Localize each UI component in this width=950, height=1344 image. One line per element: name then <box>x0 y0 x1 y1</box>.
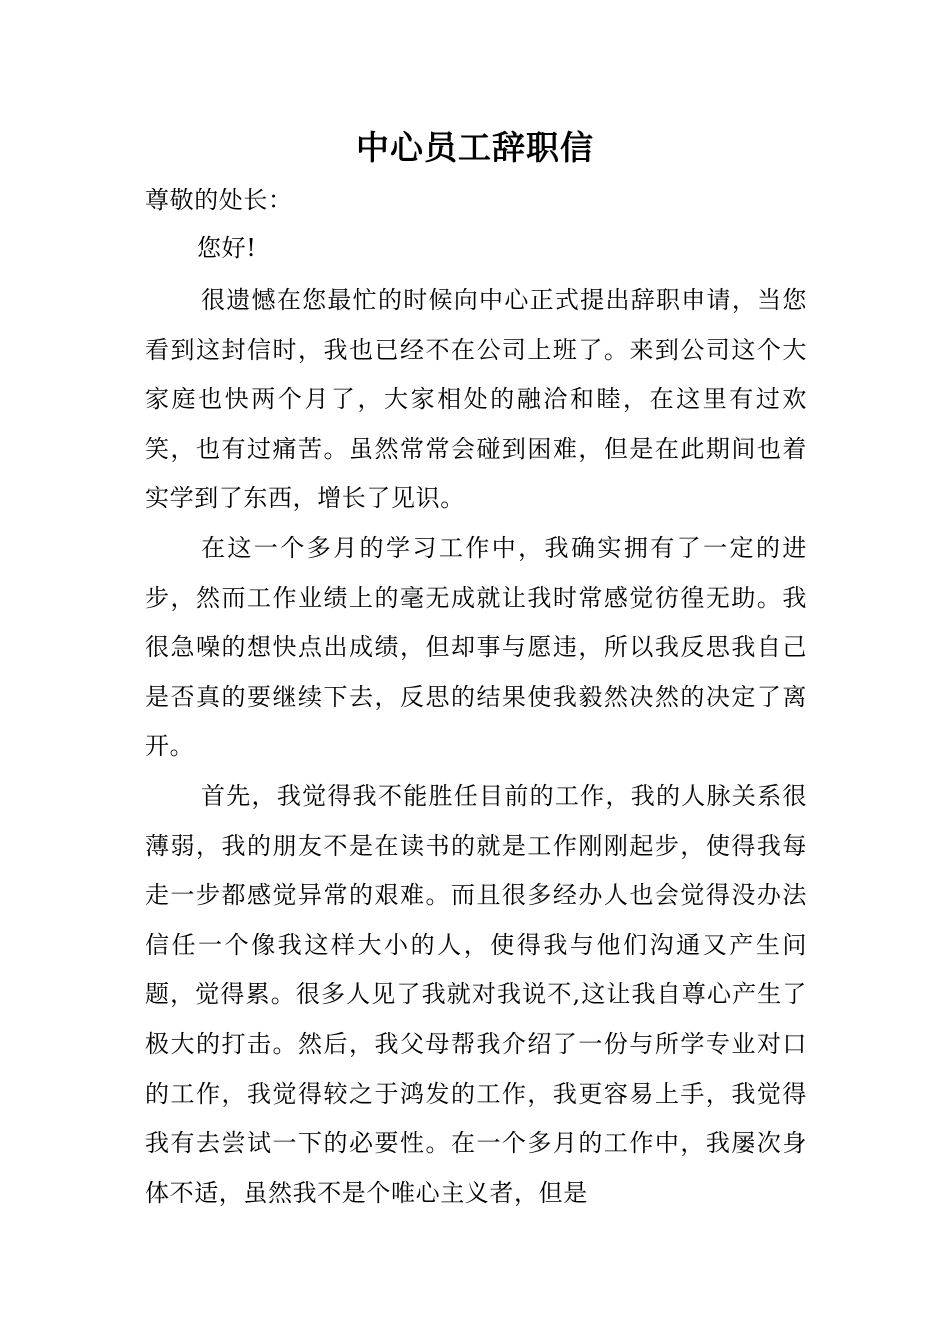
paragraph-2: 在这一个多月的学习工作中，我确实拥有了一定的进步，然而工作业绩上的毫无成就让我时常感觉彷徨无助。我很急噪的想快点出成绩，但却事与愿违，所以我反思我自己是否真的要继续下去，反思的结果使我毅然决然的决定了离开。 <box>145 534 807 761</box>
greeting: 您好! <box>197 234 257 262</box>
paragraph-1: 很遗憾在您最忙的时候向中心正式提出辞职申请，当您看到这封信时，我也已经不在公司上班了。来到公司这个大家庭也快两个月了，大家相处的融洽和睦，在这里有过欢笑，也有过痛苦。虽然常常会碰到困难，但是在此期间也着实学到了东西，增长了见识。 <box>145 286 807 513</box>
salutation: 尊敬的处长： <box>145 186 293 214</box>
document-title: 中心员工辞职信 <box>356 128 594 167</box>
paragraph-3: 首先，我觉得我不能胜任目前的工作，我的人脉关系很薄弱，我的朋友不是在读书的就是工作刚刚起步，使得我每走一步都感觉异常的艰难。而且很多经办人也会觉得没办法信任一个像我这样大小的人，使得我与他们沟通又产生问题，觉得累。很多人见了我就对我说不,这让我自尊心产生了极大的打击。然后，我父母帮我介绍了一份与所学专业对口的工作，我觉得较之于鸿发的工作，我更容易上手，我觉得我有去尝试一下的必要性。在一个多月的工作中，我屡次身体不适，虽然我不是个唯心主义者，但是 <box>145 782 807 1207</box>
